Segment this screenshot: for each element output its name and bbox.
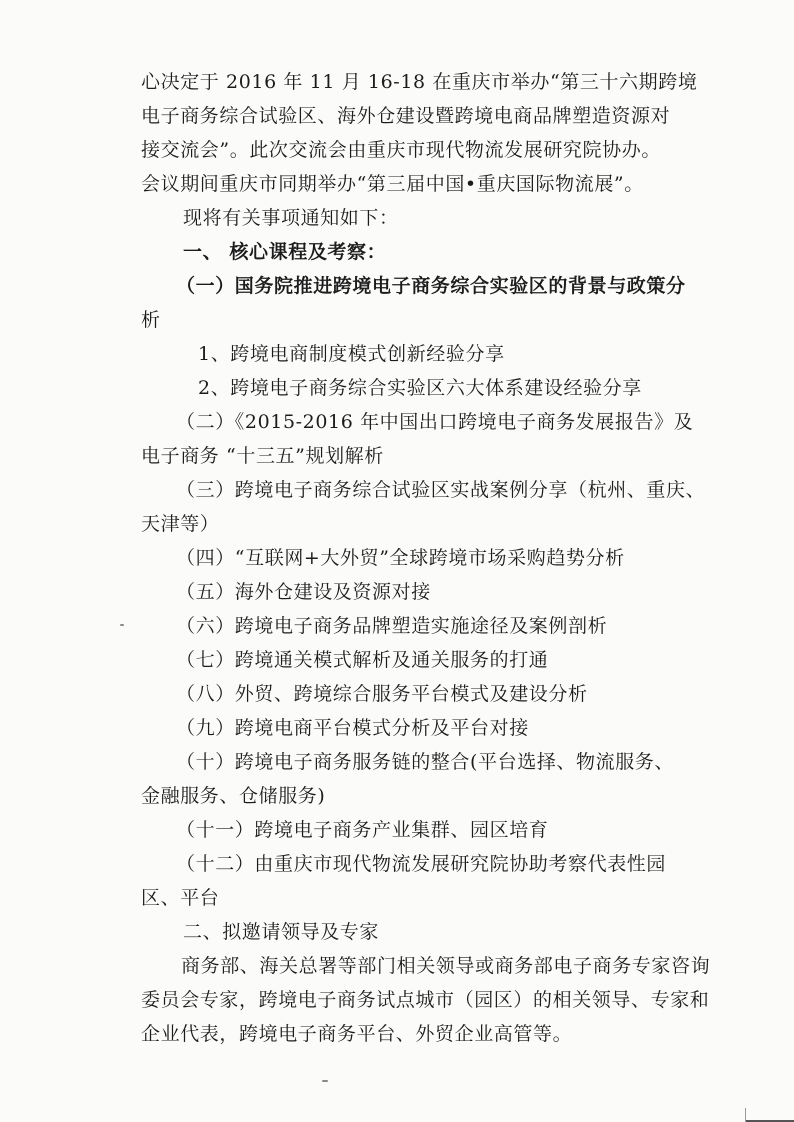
scan-speck [322, 1080, 328, 1082]
intro-line-3: 接交流会”。此次交流会由重庆市现代物流发展研究院协办。 [141, 139, 661, 161]
item-3-line-2: 天津等） [141, 513, 220, 535]
item-2-line-2: 电子商务 “十三五”规划解析 [141, 445, 384, 467]
notice-line: 现将有关事项通知如下： [183, 207, 399, 229]
sub-item-1: 1、跨境电商制度模式创新经验分享 [198, 343, 505, 365]
item-10-line-1: （十）跨境电子商务服务链的整合(平台选择、物流服务、 [176, 751, 675, 773]
item-5: （五）海外仓建设及资源对接 [176, 581, 431, 603]
item-6: （六）跨境电子商务品牌塑造实施途径及案例剖析 [176, 615, 608, 637]
intro-line-2: 电子商务综合试验区、海外仓建设暨跨境电商品牌塑造资源对 [141, 105, 671, 127]
item-12-line-1: （十二）由重庆市现代物流发展研究院协助考察代表性园 [176, 853, 667, 875]
item-8: （八）外贸、跨境综合服务平台模式及建设分析 [176, 683, 588, 705]
item-1-line-2: 析 [141, 309, 161, 331]
item-2-line-1: （二）《2015-2016 年中国出口跨境电子商务发展报告》及 [176, 411, 694, 433]
intro-line-4: 会议期间重庆市同期举办“第三届中国•重庆国际物流展”。 [141, 173, 644, 195]
scan-speck [120, 624, 124, 626]
section-2-paragraph: 商务部、海关总署等部门相关领导或商务部电子商务专家咨询委员会专家，跨境电子商务试点城市（园区）的相关领导、专家和企业代表，跨境电子商务平台、外贸企业高管等。 [141, 955, 711, 1045]
corner-mark [745, 1108, 746, 1122]
item-11: （十一）跨境电子商务产业集群、园区培育 [176, 819, 549, 841]
item-12-line-2: 区、平台 [141, 887, 220, 909]
intro-line-1: 心决定于 2016 年 11 月 16-18 在重庆市举办“第三十六期跨境 [141, 71, 698, 93]
sub-item-2: 2、跨境电子商务综合实验区六大体系建设经验分享 [198, 377, 642, 399]
item-3-line-1: （三）跨境电子商务综合试验区实战案例分享（杭州、重庆、 [176, 479, 706, 501]
item-4: （四）“互联网+大外贸”全球跨境市场采购趋势分析 [176, 547, 625, 569]
item-7: （七）跨境通关模式解析及通关服务的打通 [176, 649, 549, 671]
item-1-line-1: （一）国务院推进跨境电子商务综合实验区的背景与政策分 [176, 275, 686, 297]
section-1-heading: 一、 核心课程及考察： [183, 241, 387, 263]
section-2-heading: 二、拟邀请领导及专家 [183, 921, 380, 943]
item-9: （九）跨境电商平台模式分析及平台对接 [176, 717, 529, 739]
item-10-line-2: 金融服务、仓储服务) [141, 785, 326, 807]
